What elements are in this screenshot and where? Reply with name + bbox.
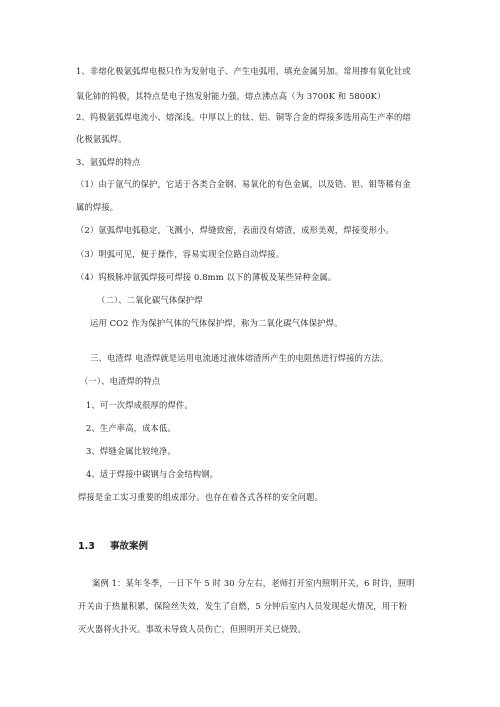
- list-item: 3、焊缝金属比较纯净。: [86, 446, 176, 456]
- paragraph-line: 2、钨极氩弧焊电流小、熔深浅。中厚以上的钛、铝、铜等合金的焊接多选用高生产率的熔: [76, 112, 411, 122]
- paragraph-line: 3、氩弧焊的特点: [76, 157, 141, 167]
- paragraph-line: 三、电渣焊 电渣焊就是运用电流通过液体熔渣所产生的电阻热进行焊接的方法。: [90, 353, 389, 363]
- paragraph-line: 焊接是金工实习重要的组成部分。也存在着各式各样的安全问题。: [78, 492, 323, 502]
- paragraph-line: （1）由于氩气的保护，它适于各类合金钢、易氧化的有色金属，以及锆、钽、钼等稀有金: [76, 179, 411, 189]
- paragraph-line: 属的焊接。: [76, 202, 119, 212]
- section-number: 1.3: [78, 541, 95, 552]
- section-title: 事故案例: [110, 541, 149, 552]
- case-line: 灭火器将火扑灭。事故未导致人员伤亡，但照明开关已烧毁。: [78, 624, 307, 634]
- paragraph-line: 1、非熔化极氩弧焊电极只作为发射电子、产生电弧用，填充金属另加。常用掺有氧化钍或: [76, 66, 411, 76]
- paragraph-line: 化极氩弧焊。: [76, 134, 127, 144]
- case-line: 案例 1：某年冬季，一日下午 5 时 30 分左右，老师打开室内照明开关，6 时许，照明: [92, 578, 415, 588]
- list-item: 4、适于焊接中碳钢与合金结构钢。: [86, 469, 219, 479]
- paragraph-line: （2）氩弧焊电弧稳定，飞溅小，焊缝致密，表面没有熔渣，成形美观，焊接变形小。: [76, 225, 394, 235]
- paragraph-line: （4）钨极脉冲氩弧焊接可焊接 0.8mm 以下的薄板及某些异种金属。: [76, 272, 337, 282]
- section-heading: [78, 541, 148, 553]
- list-item: 2、生产率高，成本低。: [86, 423, 176, 433]
- paragraph-line: 运用 CO2 作为保护气体的气体保护焊，称为二氧化碳气体保护焊。: [90, 318, 343, 328]
- paragraph-line: （3）明弧可见，便于操作，容易实现全位路自动焊接。: [76, 249, 285, 259]
- subheading-electroslag-features: （一）、电渣焊的特点: [80, 376, 161, 386]
- paragraph-line: 氧化铈的钨极，其特点是电子热发射能力强，熔点沸点高（为 3700K 和 5800K）: [76, 91, 386, 101]
- list-item: 1、可一次焊成很厚的焊件。: [86, 400, 193, 410]
- subheading-co2-welding: （二）、二氧化碳气体保护焊: [97, 295, 203, 305]
- case-line: 开关由于热量积累，保险丝失效，发生了自燃，5 分钟后室内人员发现起火情况，用干粉: [78, 601, 408, 611]
